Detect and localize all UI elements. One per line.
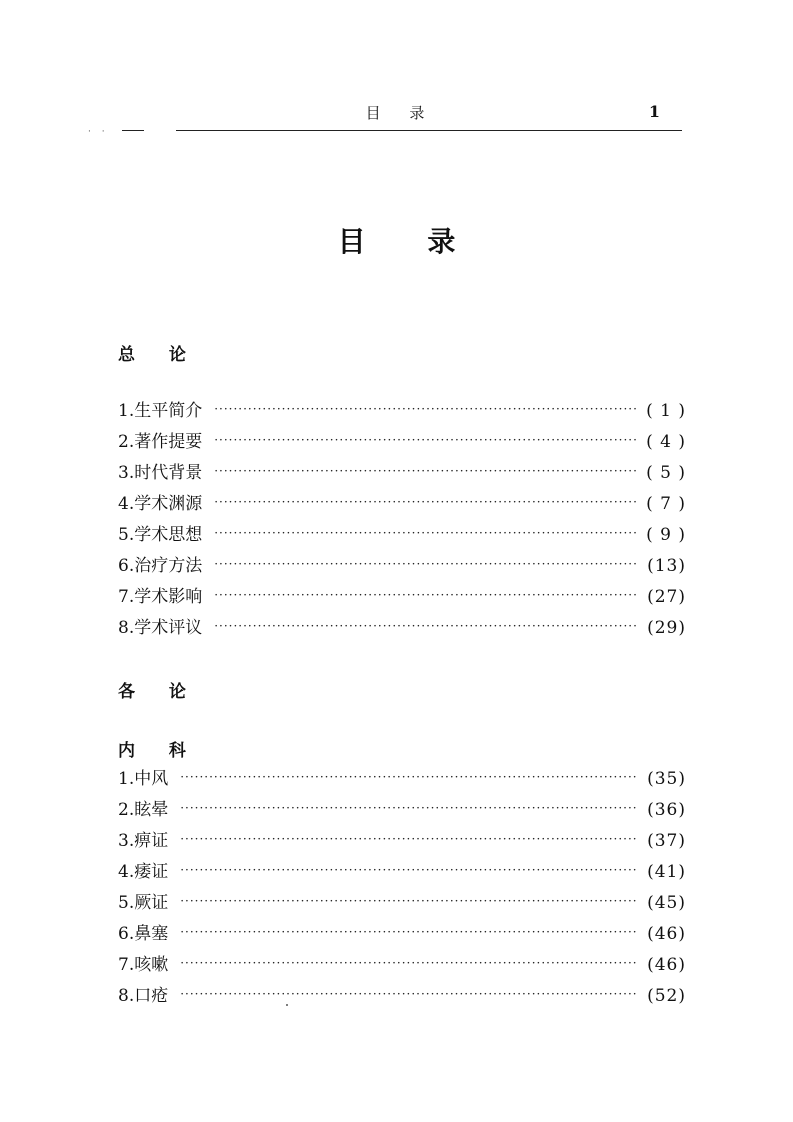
toc-entry-label: 2.眩晕 <box>118 800 169 820</box>
toc-entry[interactable] <box>118 826 686 857</box>
toc-dot-leader <box>180 925 636 939</box>
toc-entry-label: 3.痹证 <box>118 831 169 851</box>
toc-entry-label: 6.治疗方法 <box>118 556 203 576</box>
toc-dot-leader <box>214 619 636 633</box>
toc-entry-label: 7.学术影响 <box>118 587 203 607</box>
toc-dot-leader <box>180 863 636 877</box>
scan-speck <box>286 1004 288 1006</box>
toc-entry-label: 8.口疮 <box>118 986 169 1006</box>
toc-entry[interactable] <box>118 857 686 888</box>
toc-entry-label: 8.学术评议 <box>118 618 203 638</box>
toc-entry-label: 6.鼻塞 <box>118 924 169 944</box>
page-title: 目 录 <box>337 225 482 258</box>
toc-dot-leader <box>214 464 636 478</box>
toc-entry-page: (27) <box>647 587 686 607</box>
section-heading-specific: 各 论 <box>118 682 200 702</box>
toc-entry-page: ( 9 ) <box>646 525 686 545</box>
toc-entry[interactable] <box>118 427 686 458</box>
toc-entry-page: (45) <box>647 893 686 913</box>
toc-entry-label: 1.中风 <box>118 769 169 789</box>
toc-dot-leader <box>214 526 636 540</box>
toc-entry[interactable] <box>118 582 686 613</box>
toc-entry-page: (13) <box>647 556 686 576</box>
toc-dot-leader <box>180 832 636 846</box>
toc-entry[interactable] <box>118 396 686 427</box>
toc-entry[interactable] <box>118 551 686 582</box>
toc-entry-page: ( 5 ) <box>646 463 686 483</box>
toc-entry[interactable] <box>118 520 686 551</box>
toc-entry-label: 1.生平简介 <box>118 401 203 421</box>
toc-dot-leader <box>214 433 636 447</box>
toc-entry[interactable] <box>118 888 686 919</box>
toc-entry-page: ( 1 ) <box>646 401 686 421</box>
section-heading-general: 总 论 <box>118 345 200 365</box>
toc-entry-label: 5.厥证 <box>118 893 169 913</box>
toc-entry-label: 3.时代背景 <box>118 463 203 483</box>
header-rule-short <box>122 130 144 131</box>
toc-entry-page: (35) <box>647 769 686 789</box>
toc-entry[interactable] <box>118 613 686 644</box>
toc-entry-label: 2.著作提要 <box>118 432 203 452</box>
toc-entry[interactable] <box>118 764 686 795</box>
toc-entry-page: (29) <box>647 618 686 638</box>
toc-list-internal-medicine <box>118 764 686 1012</box>
header-rule <box>176 130 682 131</box>
toc-entry-page: ( 7 ) <box>646 494 686 514</box>
toc-entry-page: ( 4 ) <box>646 432 686 452</box>
toc-entry[interactable] <box>118 795 686 826</box>
toc-entry-page: (46) <box>647 924 686 944</box>
toc-dot-leader <box>180 801 636 815</box>
running-header <box>118 102 684 128</box>
toc-dot-leader <box>180 987 636 1001</box>
toc-entry[interactable] <box>118 981 686 1012</box>
toc-entry-page: (41) <box>647 862 686 882</box>
header-rule-dots: · · <box>88 127 109 137</box>
toc-entry-label: 7.咳嗽 <box>118 955 169 975</box>
toc-entry-page: (46) <box>647 955 686 975</box>
toc-entry[interactable] <box>118 950 686 981</box>
toc-dot-leader <box>180 770 636 784</box>
toc-entry-label: 5.学术思想 <box>118 525 203 545</box>
toc-entry-page: (37) <box>647 831 686 851</box>
toc-dot-leader <box>180 894 636 908</box>
toc-dot-leader <box>214 402 636 416</box>
page-number: 1 <box>648 102 660 121</box>
subsection-heading-internal-medicine: 内 科 <box>118 741 200 761</box>
toc-dot-leader <box>214 495 636 509</box>
toc-entry[interactable] <box>118 458 686 489</box>
toc-dot-leader <box>214 588 636 602</box>
toc-dot-leader <box>180 956 636 970</box>
toc-entry[interactable] <box>118 919 686 950</box>
toc-entry-page: (36) <box>647 800 686 820</box>
toc-list-general <box>118 396 686 644</box>
toc-entry-page: (52) <box>647 986 686 1006</box>
toc-dot-leader <box>214 557 636 571</box>
toc-entry-label: 4.学术渊源 <box>118 494 203 514</box>
running-title: 目 录 <box>365 104 437 122</box>
toc-entry-label: 4.痿证 <box>118 862 169 882</box>
toc-entry[interactable] <box>118 489 686 520</box>
